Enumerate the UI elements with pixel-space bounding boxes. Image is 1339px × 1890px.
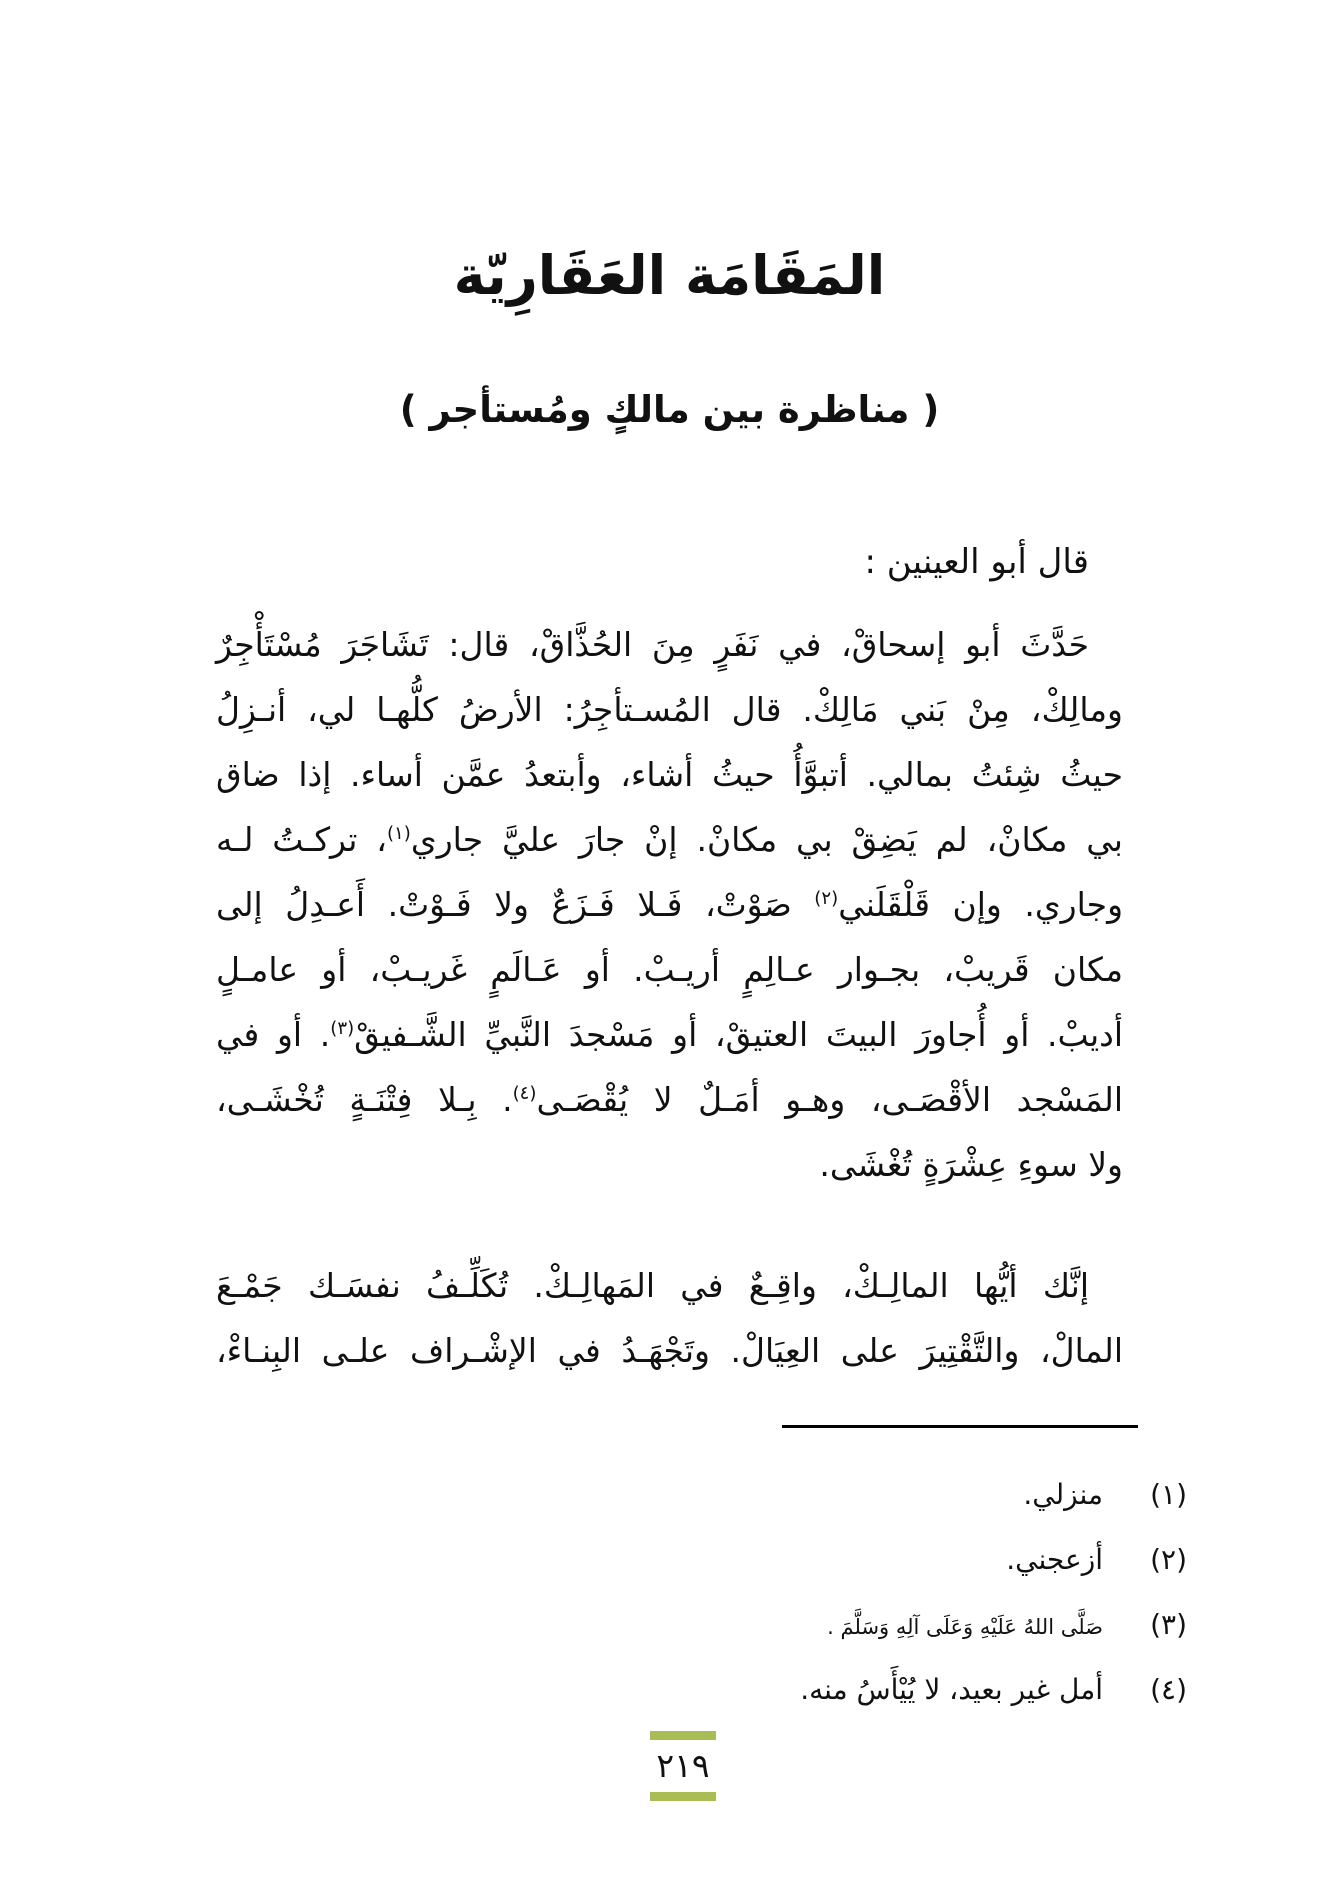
body-paragraphs	[216, 612, 1123, 1439]
paragraph	[216, 612, 1123, 1197]
footnote-separator	[782, 1425, 1138, 1428]
footnote-text: أمل غير بعيد، لا يُيْأَسُ منه.	[800, 1673, 1103, 1706]
page-subtitle: ( مناظرة بين مالكٍ ومُستأجر )	[399, 388, 940, 431]
footnote-ref: (١)	[386, 823, 411, 844]
footnote-ref: (٤)	[512, 1083, 537, 1104]
text-line: وجاري. وإن قَلْقَلَني$^{(٢)}$ صَوْتْ، فَـلا فَـزَعٌ ولا فَـوْتْ. أَعـدِلُ إلى	[216, 885, 1123, 924]
text-line: مكان قَريبْ، بجـوار عـالِمٍ أريـبْ. أو عَـالَمٍ غَريـبْ، أو عامـلٍ	[216, 950, 1123, 989]
narrator-line: قال أبو العينين :	[864, 542, 1089, 582]
footnote-item	[216, 1527, 1187, 1592]
page-number-top-bar	[650, 1731, 716, 1740]
text-line: بي مكانْ، لم يَضِقْ بي مكانْ. إنْ جارَ عليَّ جاري$^{(١)}$، تركـتُ لـه	[216, 820, 1123, 859]
footnote-number: (٣)	[1150, 1608, 1187, 1641]
footnote-number: (٤)	[1150, 1673, 1187, 1706]
text-line: ومالِكْ، مِنْ بَني مَالِكْ. قال المُسـتأجِرُ: الأرضُ كلُّهـا لي، أنـزِلُ	[216, 690, 1123, 729]
footnotes-list	[216, 1462, 1187, 1722]
footnote-text: صَلَّى اللهُ عَلَيْهِ وَعَلَى آلِهِ وَسَلَّمَ .	[827, 1615, 1103, 1639]
text-line: المَسْجد الأقْصَـى، وهـو أمَـلٌ لا يُقْصَـى$^{(٤)}$. بِـلا فِتْنَـةٍ تُخْشَـى،	[216, 1080, 1123, 1119]
text-line: ولا سوءِ عِشْرَةٍ تُغْشَى.	[819, 1145, 1123, 1184]
footnote-ref: (٣)	[330, 1018, 355, 1039]
footnote-item	[216, 1462, 1187, 1527]
text-line: حيثُ شِئتُ بمالي. أتبوَّأُ حيثُ أشاء، وأبتعدُ عمَّن أساء. إذا ضاق	[216, 755, 1123, 794]
footnote-text: منزلي.	[1023, 1478, 1103, 1511]
page-number: ٢١٩	[656, 1746, 710, 1785]
text-line: المالْ، والتَّقْتِيرَ على العِيَالْ. وتَجْهَـدُ في الإشْـراف علـى البِنـاءْ،	[216, 1331, 1123, 1370]
page-number-block	[650, 1731, 716, 1801]
text-line: حَدَّثَ أبو إسحاقْ، في نَفَرٍ مِنَ الحُذَّاقْ، قال: تَشَاجَرَ مُسْتَأْجِرٌ	[216, 625, 1089, 664]
footnote-text: أزعجني.	[1006, 1543, 1103, 1576]
text-line: إنَّك أيُّها المالِـكْ، واقِـعٌ في المَهالِـكْ. تُكَلِّـفُ نفسَـك جَمْـعَ	[216, 1266, 1089, 1305]
text-line: أديبْ. أو أُجاورَ البيتَ العتيقْ، أو مَسْجدَ النَّبيِّ الشَّـفيقْ$^{(٣)}$. أو في	[216, 1015, 1123, 1054]
footnote-ref: (٢)	[814, 888, 839, 909]
page-number-bottom-bar	[650, 1792, 716, 1801]
page-title: المَقَامَة العَقَارِيّة	[453, 244, 886, 307]
paragraph	[216, 1253, 1123, 1383]
footnote-number: (١)	[1150, 1478, 1187, 1511]
footnote-number: (٢)	[1150, 1543, 1187, 1576]
footnote-item	[216, 1592, 1187, 1657]
footnote-item	[216, 1657, 1187, 1722]
